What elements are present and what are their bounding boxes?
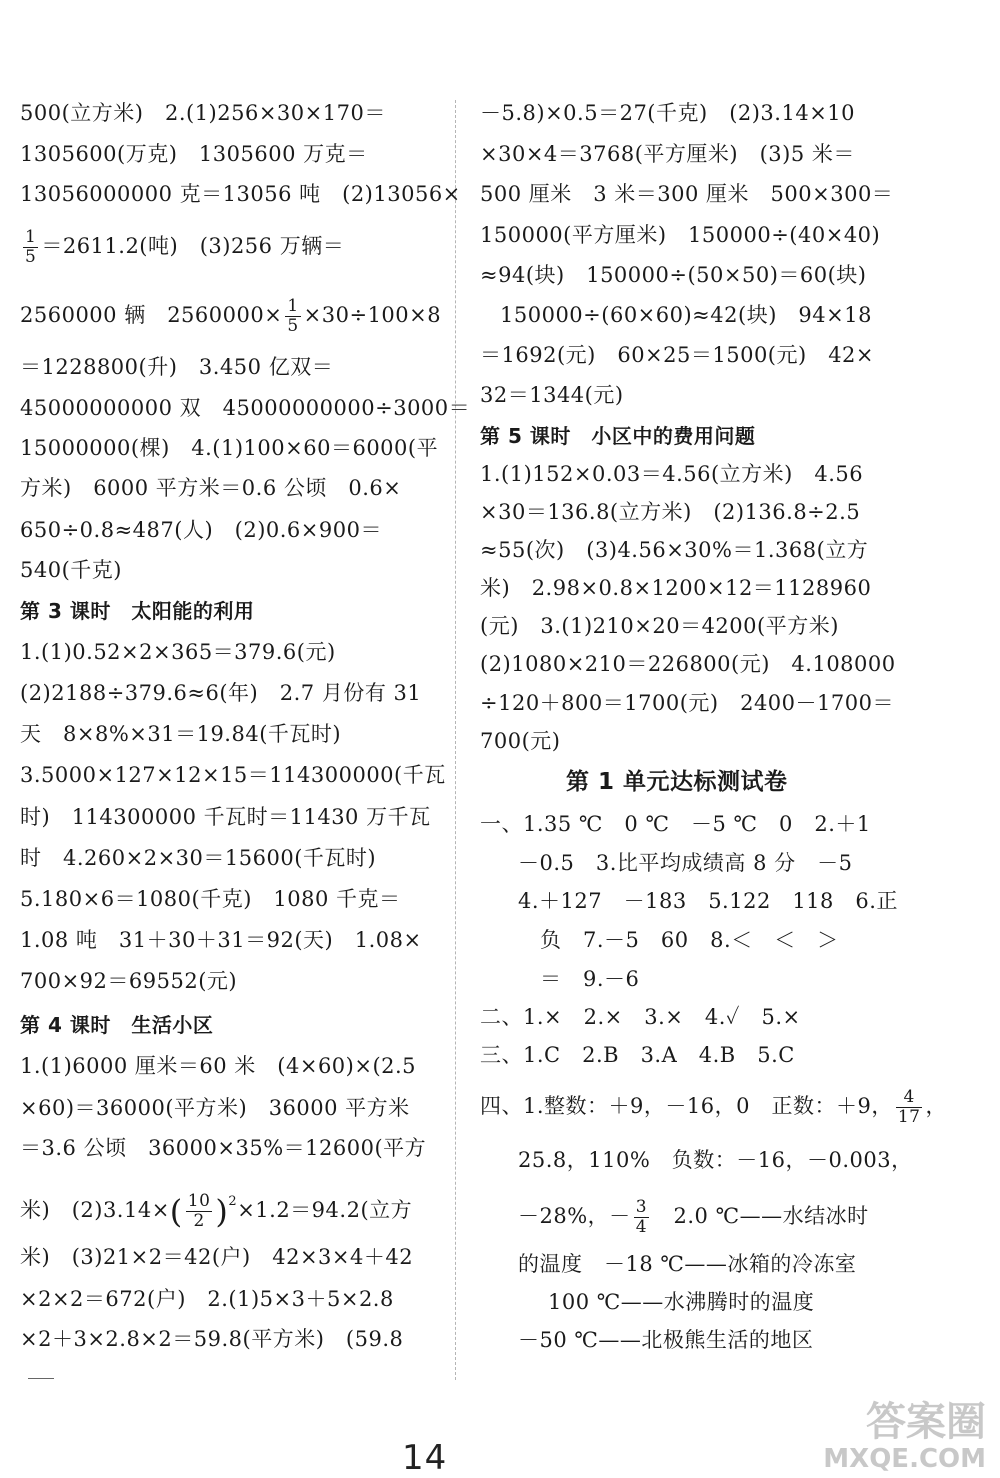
text-line: 15000000(棵) 4.(1)100×60＝6000(平 [20,436,439,460]
text-line: 米) (3)21×2＝42(户) 42×3×4＋42 [20,1245,414,1269]
text-line: 四、1.整数：＋9，－16，0 正数：＋9， $\frac{4}{17}$ ， [480,1087,947,1127]
text-line: 700(元) [480,729,561,753]
text-line: 700×92＝69552(元) [20,969,238,993]
text-line: 5.180×6＝1080(千克) 1080 千克＝ [20,887,401,911]
text-line: 1.08 吨 31＋30＋31＝92(天) 1.08× [20,928,422,952]
text-line: 4.＋127 －183 5.122 118 6.正 [518,889,898,913]
text-line: －0.5 3.比平均成绩高 8 分 －5 [518,851,853,875]
text-line: 540(千克) [20,558,122,582]
text-line: $\frac{1}{5}$ ＝2611.2(吨) (3)256 万辆＝ [25,227,345,267]
fraction: $\frac{10}{2}$ [187,1191,211,1231]
fraction: $\frac{3}{4}$ [635,1197,648,1237]
text-line: 方米) 6000 平方米＝0.6 公顷 0.6× [20,476,402,500]
text-line: 三、1.C 2.B 3.A 4.B 5.C [480,1043,795,1067]
text-line: 时) 114300000 千瓦时＝11430 万千瓦 [20,805,431,829]
text-line: ×2×2＝672(户) 2.(1)5×3＋5×2.8 [20,1287,394,1311]
text-line: 2560000 辆 2560000× $\frac{1}{5}$ ×30÷100×8 [20,296,442,336]
text-line: 500(立方米) 2.(1)256×30×170＝ [20,101,386,125]
text-line: ＝1692(元) 60×25＝1500(元) 42× [480,343,875,367]
text-line: ×2＋3×2.8×2＝59.8(平方米) (59.8 [20,1327,404,1351]
text-line: 一、1.35 ℃ 0 ℃ －5 ℃ 0 2.＋1 [480,812,871,836]
text-line: 天 8×8%×31＝19.84(千瓦时) [20,722,342,746]
footer-rule [28,1378,54,1379]
text-line: －5.8)×0.5＝27(千克) (2)3.14×10 [480,101,856,125]
fraction: $\frac{1}{5}$ [25,227,37,267]
text-line: 45000000000 双 45000000000÷3000＝ [20,396,471,420]
text-line: －50 ℃——北极熊生活的地区 [518,1328,814,1352]
text-line: 3.5000×127×12×15＝114300000(千瓦 [20,763,446,787]
text-line: ＝1228800(升) 3.450 亿双＝ [20,355,334,379]
text-line: 的温度 －18 ℃——冰箱的冷冻室 [518,1252,857,1276]
section-heading: 第 3 课时 太阳能的利用 [20,599,255,623]
text-line: 100 ℃——水沸腾时的温度 [548,1290,815,1314]
text-line: 13056000000 克＝13056 吨 (2)13056× [20,182,461,206]
text-line: ×30×4＝3768(平方厘米) (3)5 米＝ [480,142,855,166]
watermark-logo: 答案圈 MXQE.COM [823,1399,986,1474]
text-line: 150000÷(60×60)≈42(块) 94×18 [500,303,872,327]
text-line: (元) 3.(1)210×20＝4200(平方米) [480,614,839,638]
test-title: 第 1 单元达标测试卷 [566,769,788,795]
text-line: (2)2188÷379.6≈6(年) 2.7 月份有 31 [20,681,422,705]
text-line: ＝ 9.－6 [540,967,640,991]
text-line: 500 厘米 3 米＝300 厘米 500×300＝ [480,182,894,206]
text-line: 时 4.260×2×30＝15600(千瓦时) [20,846,377,870]
text-line: ≈55(次) (3)4.56×30%＝1.368(立方 [480,538,869,562]
text-line: 1.(1)0.52×2×365＝379.6(元) [20,640,336,664]
text-line: 负 7.－5 60 8.＜ ＜ ＞ [540,928,839,952]
text-line: ＝3.6 公顷 36000×35%＝12600(平方 [20,1136,427,1160]
text-line: 二、1.× 2.× 3.× 4.✓ 5.× [480,1005,801,1029]
text-line: 32＝1344(元) [480,383,624,407]
column-divider [455,100,456,1380]
text-line: 650÷0.8≈487(人) (2)0.6×900＝ [20,518,382,542]
text-line: ÷120＋800＝1700(元) 2400－1700＝ [480,691,894,715]
text-line: 米) (2)3.14×( $\frac{10}{2}$ )$^2$×1.2＝94.2(立方 [20,1191,413,1231]
text-line: 1.(1)152×0.03＝4.56(立方米) 4.56 [480,462,864,486]
fraction: $\frac{1}{5}$ [287,296,299,336]
text-line: 1305600(万克) 1305600 万克＝ [20,142,368,166]
section-heading: 第 4 课时 生活小区 [20,1013,214,1037]
text-line: －28%，－ $\frac{3}{4}$ 2.0 ℃——水结冰时 [518,1197,869,1237]
fraction: $\frac{4}{17}$ [897,1087,921,1127]
text-line: ×30＝136.8(立方米) (2)136.8÷2.5 [480,500,861,524]
text-line: (2)1080×210＝226800(元) 4.108000 [480,652,896,676]
text-line: ≈94(块) 150000÷(50×50)＝60(块) [480,263,867,287]
page-number: 14 [402,1438,448,1478]
text-line: ×60)＝36000(平方米) 36000 平方米 [20,1096,410,1120]
text-line: 25.8，110% 负数：－16，－0.003， [518,1148,913,1172]
section-heading: 第 5 课时 小区中的费用问题 [480,424,756,448]
text-line: 1.(1)6000 厘米＝60 米 (4×60)×(2.5 [20,1054,417,1078]
text-line: 150000(平方厘米) 150000÷(40×40) [480,223,881,247]
text-line: 米) 2.98×0.8×1200×12＝1128960 [480,576,872,600]
